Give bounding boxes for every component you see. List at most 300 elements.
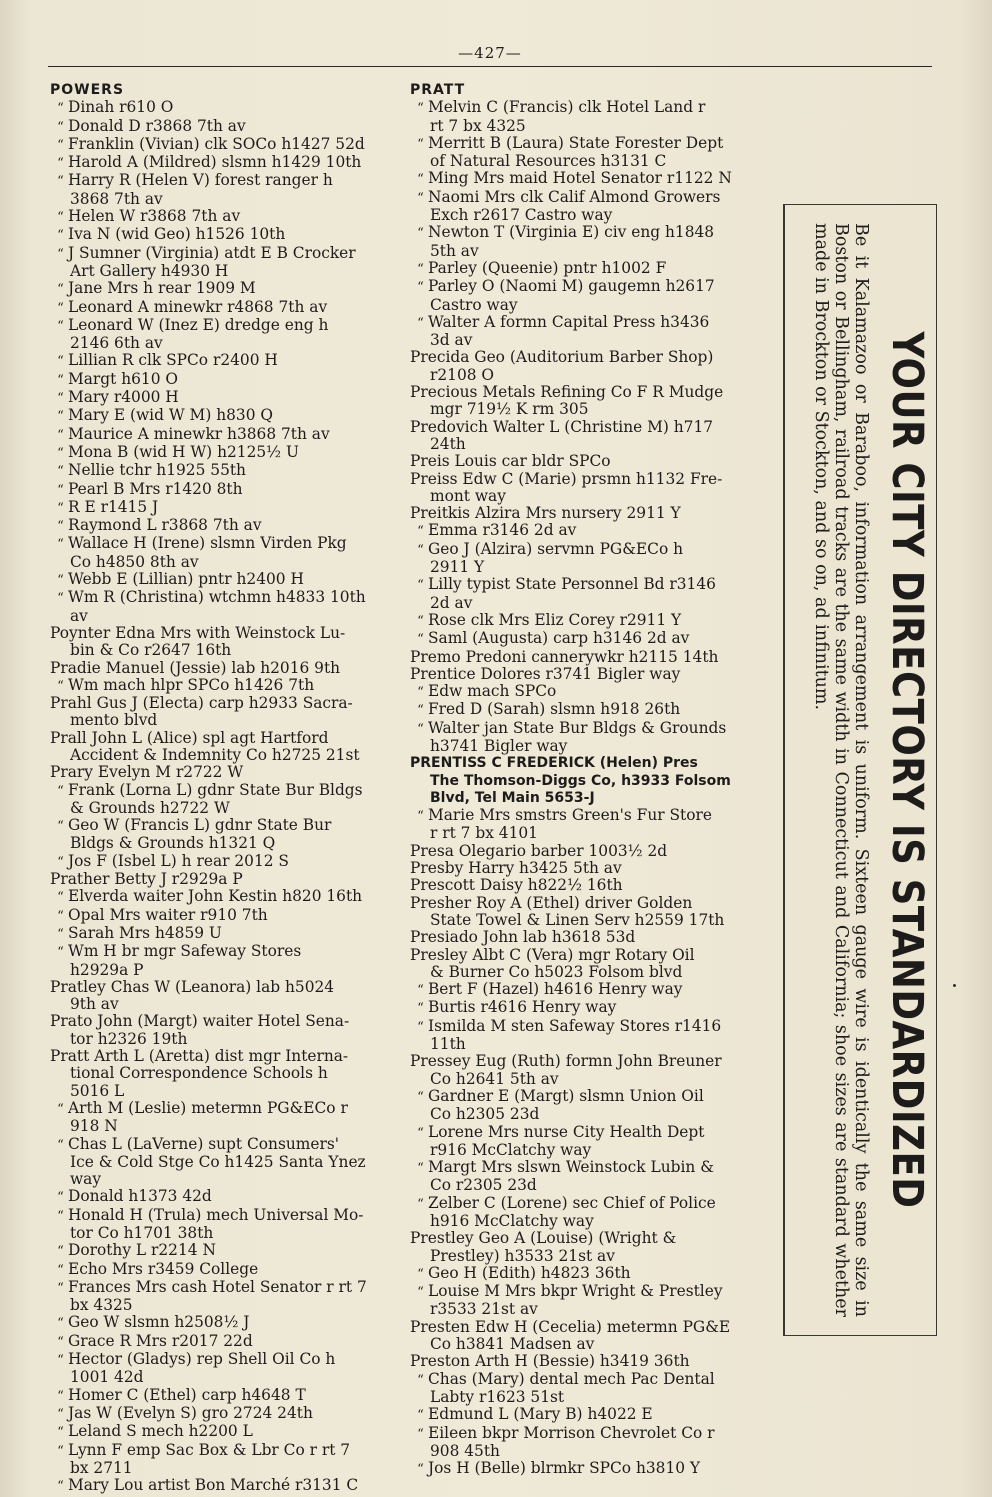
directory-entry — [410, 1071, 772, 1088]
directory-entry — [50, 1225, 400, 1242]
directory-entry — [50, 871, 400, 888]
entry-text: Co h2641 5th av — [430, 1069, 559, 1088]
ditto-mark: “ — [417, 983, 424, 999]
directory-entry — [50, 1423, 400, 1441]
directory-entry — [50, 335, 400, 352]
entry-text: Echo Mrs r3459 College — [68, 1259, 259, 1278]
directory-entry — [50, 589, 400, 607]
directory-entry — [410, 505, 772, 522]
entry-text: Edmund L (Mary B) h4022 E — [428, 1405, 653, 1424]
ditto-mark: “ — [57, 519, 64, 535]
entry-text: Castro way — [430, 295, 518, 314]
entry-text: Lorene Mrs nurse City Health Dept — [428, 1122, 705, 1141]
entry-text: Jos F (Isbel L) h rear 2012 S — [68, 851, 289, 870]
entry-text: Exch r2617 Castro way — [430, 206, 613, 225]
directory-entry — [410, 1353, 772, 1370]
entry-text: mont way — [430, 486, 506, 505]
directory-entry — [410, 630, 772, 648]
entry-text: Poynter Edna Mrs with Weinstock Lu- — [50, 623, 346, 642]
directory-entry — [50, 136, 400, 154]
entry-text: Art Gallery h4930 H — [70, 261, 229, 280]
ditto-mark: “ — [57, 427, 64, 443]
entry-text: PRATT — [410, 82, 466, 98]
entry-text: Margt Mrs slswn Weinstock Lubin & — [428, 1158, 714, 1177]
entry-text: Pratt Arth L (Aretta) dist mgr Interna- — [50, 1047, 349, 1066]
ditto-mark: “ — [417, 280, 424, 296]
header-rule — [48, 66, 932, 67]
entry-text: Geo H (Edith) h4823 36th — [428, 1263, 631, 1282]
directory-entry — [410, 349, 772, 366]
entry-text: Frances Mrs cash Hotel Senator r rt 7 — [68, 1277, 367, 1296]
entry-text: 908 45th — [430, 1441, 500, 1460]
directory-entry — [50, 677, 400, 695]
entry-text: Walter A formn Capital Press h3436 — [428, 312, 710, 331]
directory-entry — [410, 999, 772, 1017]
ditto-mark: “ — [57, 1101, 64, 1117]
entry-text: Mary Lou artist Bon Marché r3131 C — [68, 1476, 359, 1495]
ditto-mark: “ — [57, 890, 64, 906]
directory-entry — [410, 877, 772, 894]
ditto-mark: “ — [417, 1089, 424, 1105]
directory-entry — [410, 314, 772, 332]
ditto-mark: “ — [417, 578, 424, 594]
entry-text: Presley Albt C (Vera) mgr Rotary Oil — [410, 945, 695, 964]
entry-text: Wm H br mgr Safeway Stores — [68, 942, 302, 961]
directory-entry — [50, 1083, 400, 1100]
directory-entry — [50, 962, 400, 979]
directory-entry — [50, 299, 400, 317]
directory-entry — [410, 595, 772, 612]
directory-entry — [410, 453, 772, 470]
entry-text: Co r2305 23d — [430, 1176, 537, 1195]
directory-entry — [410, 471, 772, 488]
directory-entry — [410, 1406, 772, 1424]
entry-text: Harry R (Helen V) forest ranger h — [68, 171, 333, 190]
directory-entry — [50, 154, 400, 172]
ditto-mark: “ — [57, 1479, 64, 1495]
entry-text: Saml (Augusta) carp h3146 2d av — [428, 629, 690, 648]
ditto-mark: “ — [57, 445, 64, 461]
directory-entry — [50, 1100, 400, 1118]
entry-text: Pressey Eug (Ruth) formn John Breuner — [410, 1052, 722, 1071]
entry-text: Premo Predoni cannerywkr h2115 14th — [410, 647, 719, 666]
left-column — [50, 82, 400, 1495]
entry-text: Franklin (Vivian) clk SOCo h1427 52d — [68, 134, 365, 153]
ditto-mark: “ — [57, 137, 64, 153]
entry-text: Nellie tchr h1925 55th — [68, 461, 246, 480]
entry-text: Raymond L r3868 7th av — [68, 516, 262, 535]
directory-entry — [50, 695, 400, 712]
ditto-mark: “ — [57, 1425, 64, 1441]
entry-text: Harold A (Mildred) slsmn h1429 10th — [68, 153, 362, 172]
directory-entry — [410, 278, 772, 296]
directory-entry — [50, 226, 400, 244]
entry-text: & Grounds h2722 W — [70, 798, 230, 817]
directory-entry — [410, 912, 772, 929]
entry-text: Zelber C (Lorene) sec Chief of Police — [428, 1193, 716, 1212]
entry-text: Bldgs & Grounds h1321 Q — [70, 834, 276, 853]
entry-text: tor Co h1701 38th — [70, 1224, 214, 1242]
entry-text: 2146 6th av — [70, 334, 163, 353]
page-number: —427— — [458, 44, 522, 62]
entry-text: mento blvd — [70, 711, 158, 730]
directory-entry — [410, 118, 772, 135]
directory-entry — [50, 191, 400, 208]
entry-text: Predovich Walter L (Christine M) h717 — [410, 417, 714, 436]
ditto-mark: “ — [57, 1137, 64, 1153]
ditto-mark: “ — [417, 1426, 424, 1442]
entry-text: h916 McClatchy way — [430, 1212, 594, 1230]
middle-column — [410, 82, 772, 1478]
entry-text: 5016 L — [70, 1081, 125, 1100]
ditto-mark: “ — [57, 1280, 64, 1296]
entry-text: Pearl B Mrs r1420 8th — [68, 479, 243, 498]
directory-entry — [410, 895, 772, 912]
directory-entry — [50, 1242, 400, 1260]
section-heading — [410, 82, 772, 99]
entry-text: Wm mach hlpr SPCo h1426 7th — [68, 675, 315, 694]
entry-text: Wallace H (Irene) slsmn Virden Pkg — [68, 534, 347, 553]
ditto-mark: “ — [417, 1196, 424, 1212]
directory-entry — [410, 384, 772, 401]
directory-entry — [410, 1371, 772, 1389]
directory-entry — [410, 1124, 772, 1142]
ink-spot — [953, 984, 956, 987]
entry-text: Precida Geo (Auditorium Barber Shop) — [410, 348, 714, 367]
entry-text: Ismilda M sten Safeway Stores r1416 — [428, 1016, 722, 1035]
ditto-mark: “ — [417, 190, 424, 206]
entry-text: way — [70, 1170, 102, 1189]
entry-text: 2911 Y — [430, 558, 485, 577]
directory-entry — [410, 666, 772, 683]
entry-text: Geo W (Francis L) gdnr State Bur — [68, 816, 332, 835]
advertisement-box — [783, 204, 937, 1336]
directory-entry — [50, 1477, 400, 1495]
directory-entry — [50, 996, 400, 1013]
directory-entry — [410, 1319, 772, 1336]
entry-text: Emma r3146 2d av — [428, 521, 577, 540]
entry-text: Co h3841 Madsen av — [430, 1335, 595, 1354]
entry-text: Honald H (Trula) mech Universal Mo- — [68, 1205, 364, 1224]
directory-entry — [50, 747, 400, 764]
advertisement-rotated — [789, 215, 933, 1325]
entry-text: Lilly typist State Personnel Bd r3146 — [428, 575, 716, 594]
ditto-mark: “ — [57, 318, 64, 334]
directory-entry — [410, 981, 772, 999]
directory-entry — [410, 1389, 772, 1406]
directory-entry — [410, 135, 772, 153]
entry-text: Jane Mrs h rear 1909 M — [68, 279, 256, 298]
entry-text: Fred D (Sarah) slsmn h918 26th — [428, 700, 681, 719]
directory-entry — [410, 1336, 772, 1353]
directory-entry — [50, 208, 400, 226]
directory-entry — [410, 1213, 772, 1230]
entry-text: Prestley Geo A (Louise) (Wright & — [410, 1229, 677, 1248]
directory-entry — [50, 1031, 400, 1048]
directory-entry — [410, 1283, 772, 1301]
directory-entry — [50, 263, 400, 280]
entry-text: Dorothy L r2214 N — [68, 1241, 216, 1260]
entry-text: Prather Betty J r2929a P — [50, 870, 243, 889]
ditto-mark: “ — [57, 591, 64, 607]
directory-entry — [50, 317, 400, 335]
entry-text: Louise M Mrs bkpr Wright & Prestley — [428, 1282, 723, 1301]
directory-entry — [50, 1442, 400, 1460]
entry-text: Frank (Lorna L) gdnr State Bur Bldgs — [68, 780, 363, 799]
entry-text: bx 4325 — [70, 1296, 133, 1315]
directory-entry — [50, 118, 400, 136]
directory-entry — [410, 790, 772, 807]
directory-entry — [50, 907, 400, 925]
directory-entry — [50, 1188, 400, 1206]
directory-entry — [410, 1230, 772, 1247]
entry-text: Preston Arth H (Bessie) h3419 36th — [410, 1352, 690, 1371]
entry-text: Accident & Indemnity Co h2725 21st — [70, 745, 360, 764]
directory-entry — [50, 1297, 400, 1314]
directory-entry — [50, 1048, 400, 1065]
ditto-mark: “ — [417, 1266, 424, 1282]
entry-text: Newton T (Virginia E) civ eng h1848 — [428, 223, 715, 242]
entry-text: J Sumner (Virginia) atdt E B Crocker — [68, 243, 356, 262]
directory-entry — [410, 576, 772, 594]
directory-entry — [50, 1387, 400, 1405]
ditto-mark: “ — [417, 809, 424, 825]
ditto-mark: “ — [57, 1353, 64, 1369]
directory-entry — [410, 683, 772, 701]
entry-text: Presby Harry h3425 5th av — [410, 859, 622, 878]
entry-text: Pradie Manuel (Jessie) lab h2016 9th — [50, 658, 341, 677]
entry-text: Pratley Chas W (Leanora) lab h5024 — [50, 977, 335, 996]
entry-text: Labty r1623 51st — [430, 1387, 565, 1406]
directory-entry — [50, 245, 400, 263]
entry-text: POWERS — [50, 82, 125, 98]
directory-entry — [50, 389, 400, 407]
directory-entry — [410, 189, 772, 207]
ditto-mark: “ — [57, 854, 64, 870]
ditto-mark: “ — [57, 391, 64, 407]
entry-text: Blvd, Tel Main 5653-J — [430, 789, 595, 806]
entry-text: bx 2711 — [70, 1458, 133, 1477]
entry-text: Walter jan State Bur Bldgs & Grounds — [428, 718, 727, 737]
entry-text: Burtis r4616 Henry way — [428, 998, 617, 1017]
ditto-mark: “ — [57, 500, 64, 516]
entry-text: Prahl Gus J (Electa) carp h2933 Sacra- — [50, 694, 353, 713]
entry-text: Marie Mrs smstrs Green's Fur Store — [428, 806, 712, 825]
entry-text: Co h4850 8th av — [70, 552, 199, 571]
entry-text: State Towel & Linen Serv h2559 17th — [430, 910, 725, 929]
ditto-mark: “ — [417, 613, 424, 629]
ditto-mark: “ — [57, 908, 64, 924]
ditto-mark: “ — [417, 524, 424, 540]
directory-entry — [410, 964, 772, 981]
entry-text: Prall John L (Alice) spl agt Hartford — [50, 728, 329, 747]
directory-entry — [410, 612, 772, 630]
directory-entry — [410, 207, 772, 224]
entry-text: Ming Mrs maid Hotel Senator r1122 N — [428, 169, 732, 188]
directory-entry — [50, 888, 400, 906]
ditto-mark: “ — [57, 1208, 64, 1224]
entry-text: Prescott Daisy h822½ 16th — [410, 876, 623, 895]
directory-entry — [50, 625, 400, 642]
directory-entry — [50, 99, 400, 117]
entry-text: Jos H (Belle) blrmkr SPCo h3810 Y — [428, 1459, 701, 1478]
directory-entry — [410, 738, 772, 755]
directory-entry — [410, 807, 772, 825]
directory-entry — [410, 1142, 772, 1159]
ditto-mark: “ — [57, 1316, 64, 1332]
entry-text: Lillian R clk SPCo r2400 H — [68, 351, 278, 370]
ditto-mark: “ — [57, 678, 64, 694]
entry-text: Prato John (Margt) waiter Hotel Sena- — [50, 1012, 350, 1031]
ditto-mark: “ — [57, 945, 64, 961]
directory-entry — [410, 929, 772, 946]
directory-entry — [410, 1177, 772, 1194]
directory-entry — [410, 332, 772, 349]
ditto-mark: “ — [57, 119, 64, 135]
ditto-mark: “ — [417, 1161, 424, 1177]
directory-entry — [410, 419, 772, 436]
section-heading — [50, 82, 400, 99]
directory-entry — [410, 843, 772, 860]
ditto-mark: “ — [57, 409, 64, 425]
directory-entry — [50, 1118, 400, 1135]
ditto-mark: “ — [417, 542, 424, 558]
entry-text: 918 N — [70, 1117, 118, 1136]
directory-entry — [410, 701, 772, 719]
entry-text: 5th av — [430, 241, 479, 260]
ditto-mark: “ — [417, 721, 424, 737]
entry-text: Opal Mrs waiter r910 7th — [68, 905, 268, 924]
ditto-mark: “ — [57, 1334, 64, 1350]
directory-entry — [50, 1065, 400, 1082]
directory-entry — [50, 764, 400, 781]
directory-entry — [410, 1301, 772, 1318]
entry-text: Lynn F emp Sac Box & Lbr Co r rt 7 — [68, 1440, 351, 1459]
ditto-mark: “ — [417, 1001, 424, 1017]
directory-entry — [50, 1154, 400, 1171]
ditto-mark: “ — [57, 246, 64, 262]
entry-text: r rt 7 bx 4101 — [430, 824, 538, 843]
ditto-mark: “ — [417, 1408, 424, 1424]
ad-title: YOUR CITY DIRECTORY IS STANDARDIZED — [882, 331, 933, 1209]
directory-entry — [410, 755, 772, 772]
entry-text: r3533 21st av — [430, 1300, 538, 1319]
directory-entry — [50, 426, 400, 444]
directory-entry — [50, 407, 400, 425]
entry-text: Rose clk Mrs Eliz Corey r2911 Y — [428, 610, 682, 629]
entry-text: Prary Evelyn M r2722 W — [50, 763, 244, 782]
directory-entry — [410, 1248, 772, 1265]
entry-text: Preiss Edw C (Marie) prsmn h1132 Fre- — [410, 469, 723, 488]
directory-entry — [50, 371, 400, 389]
directory-entry — [50, 1351, 400, 1369]
directory-entry — [410, 1460, 772, 1478]
entry-text: rt 7 bx 4325 — [430, 116, 526, 135]
entry-text: Sarah Mrs h4859 U — [68, 923, 222, 942]
directory-entry — [50, 979, 400, 996]
entry-text: The Thomson-Diggs Co, h3933 Folsom — [430, 772, 731, 789]
ditto-mark: “ — [57, 101, 64, 117]
directory-entry — [410, 401, 772, 418]
ditto-mark: “ — [57, 1388, 64, 1404]
directory-entry — [410, 1018, 772, 1036]
ditto-mark: “ — [417, 703, 424, 719]
entry-text: Gardner E (Margt) slsmn Union Oil — [428, 1086, 704, 1105]
directory-entry — [50, 535, 400, 553]
ditto-mark: “ — [417, 632, 424, 648]
directory-entry — [410, 559, 772, 576]
entry-text: av — [70, 606, 88, 625]
ditto-mark: “ — [417, 226, 424, 242]
entry-text: Mary r4000 H — [68, 388, 179, 407]
entry-text: PRENTISS C FREDERICK (Helen) Pres — [410, 755, 698, 772]
directory-entry — [50, 1207, 400, 1225]
entry-text: Mary E (wid W M) h830 Q — [68, 406, 274, 425]
directory-entry — [50, 1369, 400, 1386]
directory-entry — [50, 660, 400, 677]
ditto-mark: “ — [57, 174, 64, 190]
ditto-mark: “ — [57, 573, 64, 589]
entry-text: Eileen bkpr Morrison Chevrolet Co r — [428, 1423, 715, 1442]
entry-text: Bert F (Hazel) h4616 Henry way — [428, 980, 683, 999]
directory-entry — [410, 297, 772, 314]
ditto-mark: “ — [57, 537, 64, 553]
directory-entry — [50, 444, 400, 462]
ditto-mark: “ — [417, 1285, 424, 1301]
entry-text: Presher Roy A (Ethel) driver Golden — [410, 893, 693, 912]
ditto-mark: “ — [57, 1244, 64, 1260]
entry-text: of Natural Resources h3131 C — [430, 152, 667, 171]
entry-text: Margt h610 O — [68, 369, 179, 388]
entry-text: Presa Olegario barber 1003½ 2d — [410, 841, 668, 860]
entry-text: Donald h1373 42d — [68, 1187, 212, 1206]
directory-entry — [410, 1088, 772, 1106]
ditto-mark: “ — [57, 300, 64, 316]
entry-text: h3741 Bigler way — [430, 736, 568, 755]
directory-entry — [50, 499, 400, 517]
entry-text: 24th — [430, 434, 466, 453]
entry-text: Chas (Mary) dental mech Pac Dental — [428, 1369, 715, 1388]
ditto-mark: “ — [57, 482, 64, 498]
directory-entry — [50, 554, 400, 571]
entry-text: Leland S mech h2200 L — [68, 1422, 253, 1441]
directory-entry — [410, 367, 772, 384]
directory-entry — [50, 462, 400, 480]
directory-entry — [410, 825, 772, 842]
entry-text: Helen W r3868 7th av — [68, 207, 241, 226]
directory-entry — [50, 817, 400, 835]
entry-text: 9th av — [70, 995, 119, 1014]
entry-text: Parley (Queenie) pntr h1002 F — [428, 258, 667, 277]
entry-text: 2d av — [430, 593, 473, 612]
entry-text: Preis Louis car bldr SPCo — [410, 452, 611, 471]
entry-text: Ice & Cold Stge Co h1425 Santa Ynez — [70, 1152, 366, 1171]
directory-entry — [50, 800, 400, 817]
directory-entry — [410, 860, 772, 877]
entry-text: Prentice Dolores r3741 Bigler way — [410, 664, 681, 683]
directory-entry — [50, 1261, 400, 1279]
entry-text: Melvin C (Francis) clk Hotel Land r — [428, 98, 706, 117]
ditto-mark: “ — [417, 1372, 424, 1388]
entry-text: r916 McClatchy way — [430, 1140, 592, 1159]
entry-text: Precious Metals Refining Co F R Mudge — [410, 383, 724, 402]
directory-entry — [50, 943, 400, 961]
entry-text: h2929a P — [70, 960, 144, 979]
directory-entry — [410, 1425, 772, 1443]
ditto-mark: “ — [57, 228, 64, 244]
directory-entry — [410, 541, 772, 559]
ditto-mark: “ — [57, 464, 64, 480]
